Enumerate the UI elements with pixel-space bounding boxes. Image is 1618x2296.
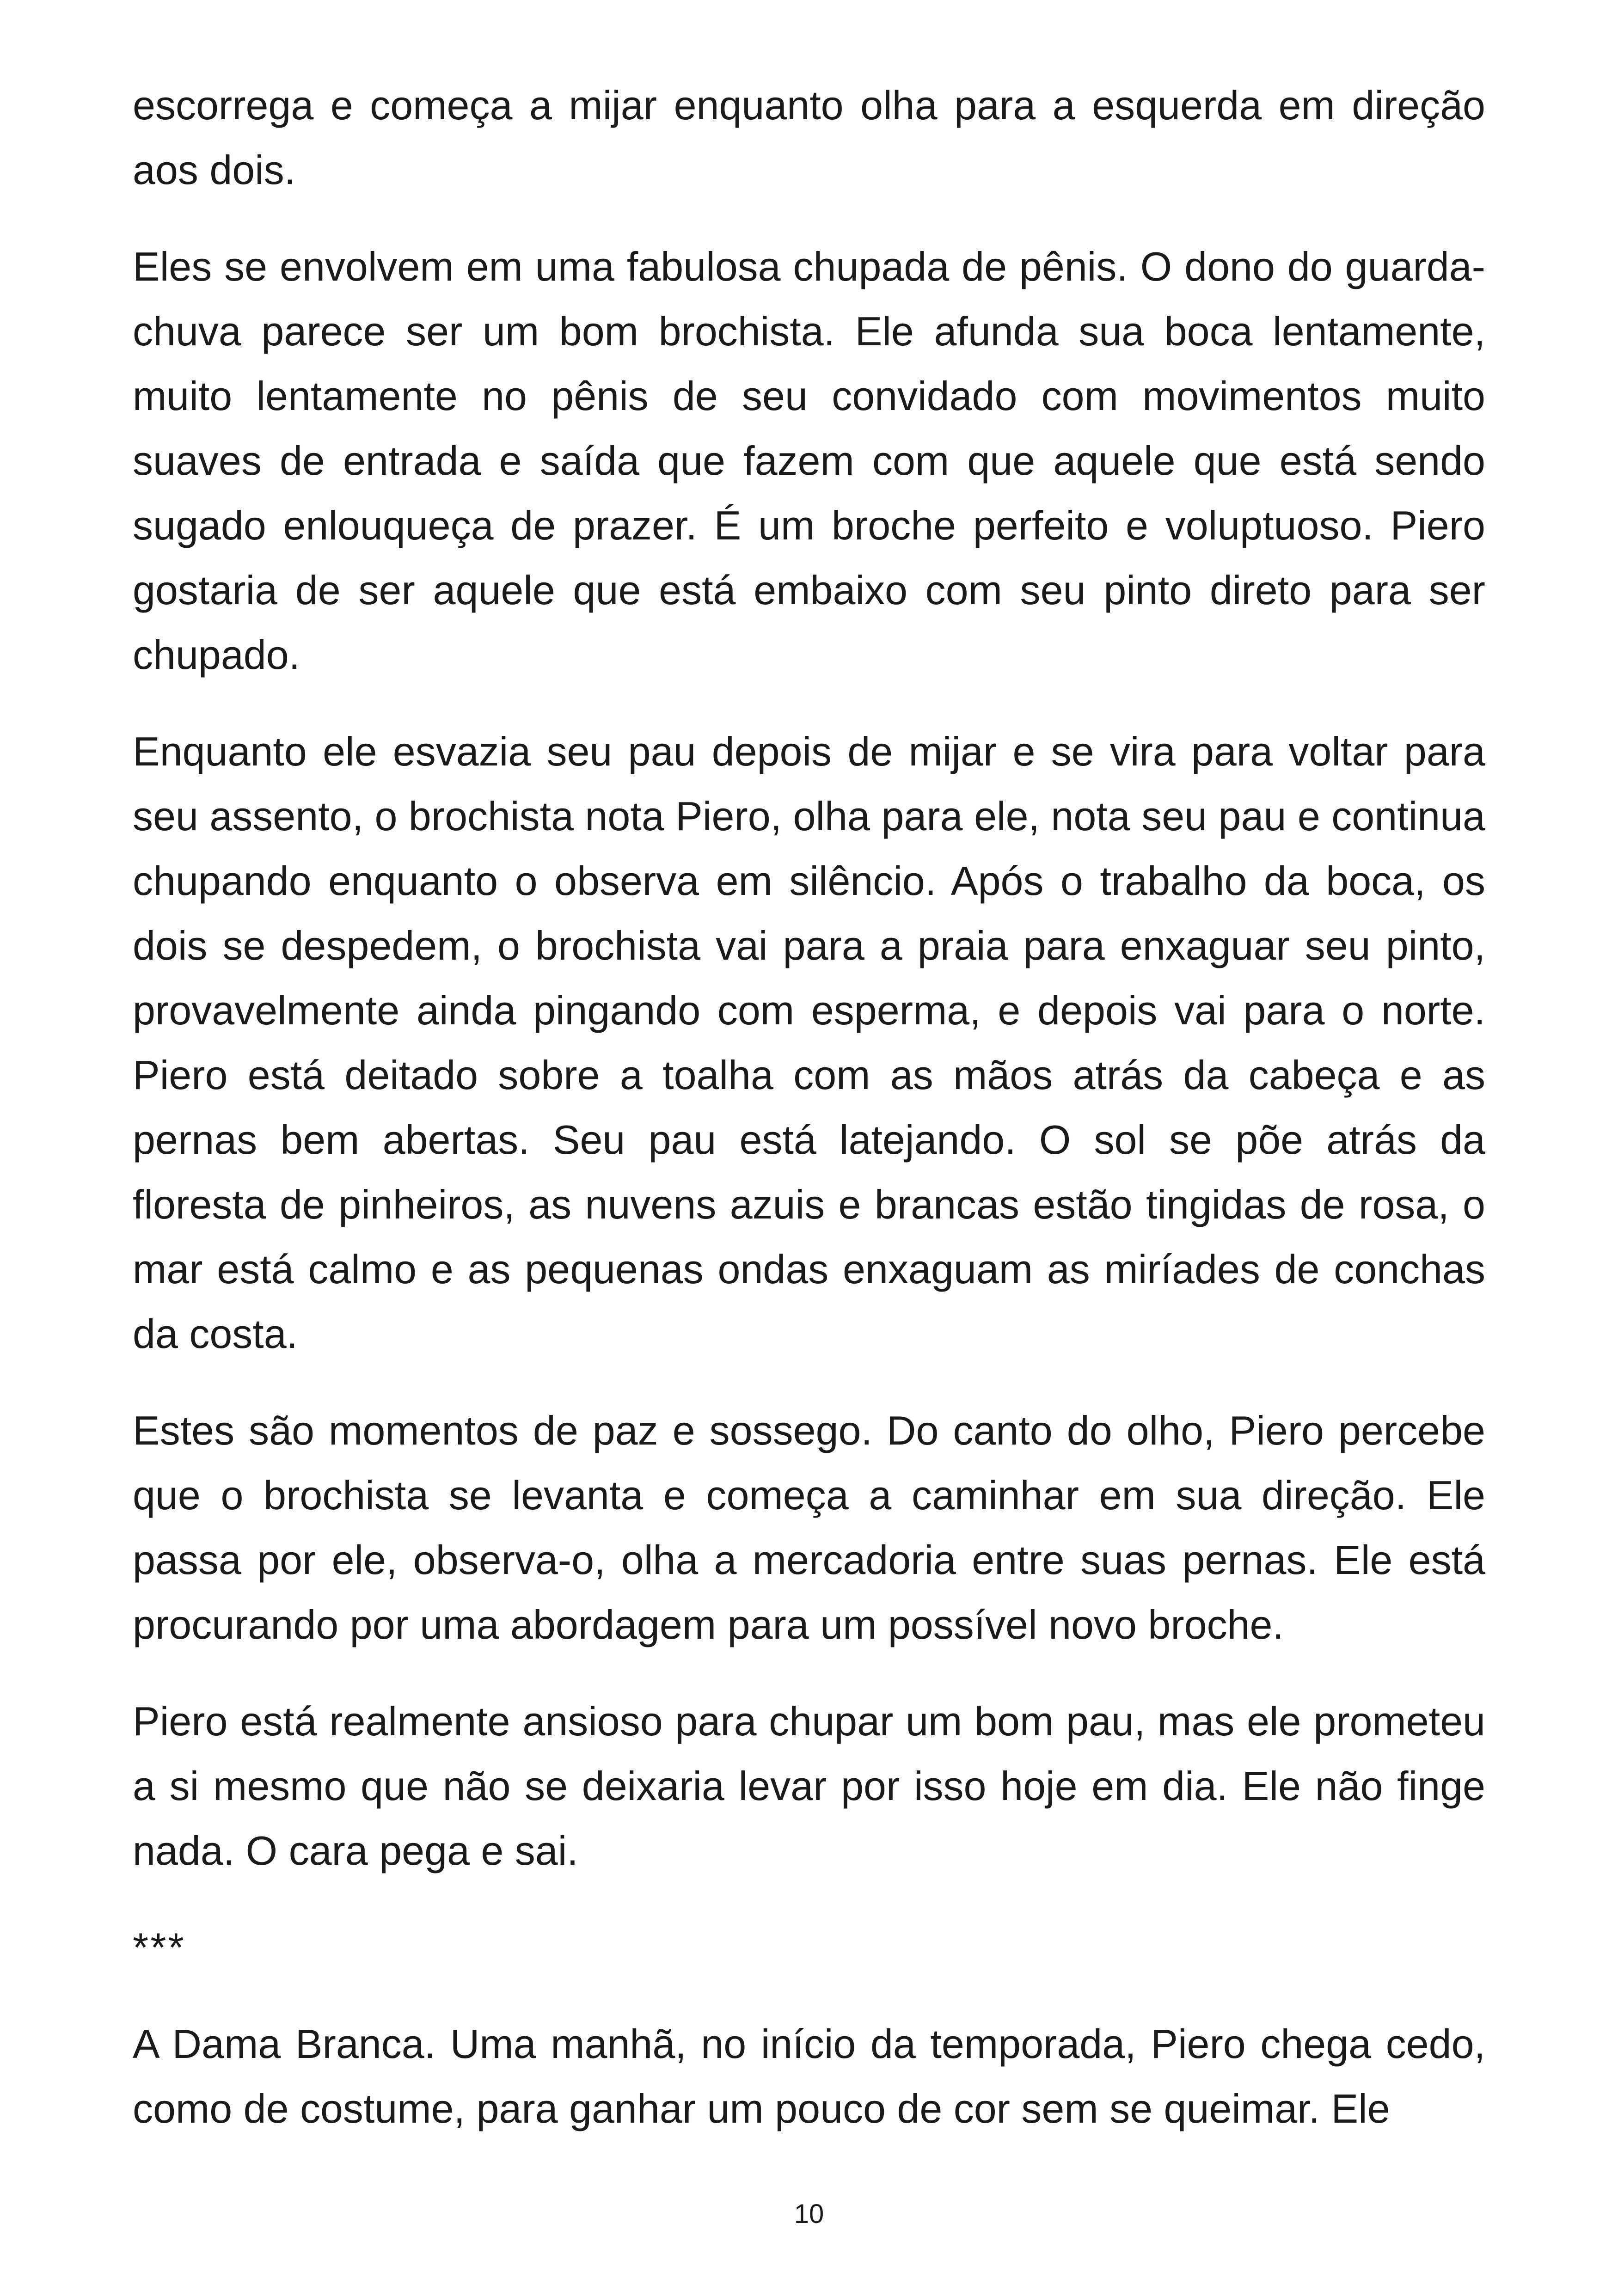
- paragraph-5: Piero está realmente ansioso para chupar um bom pau, mas ele prometeu a si mesmo que não se deixaria levar por isso hoje em dia. Ele não finge nada. O cara pega e sai.: [133, 1698, 1485, 1874]
- paragraph-2: Eles se envolvem em uma fabulosa chupada de pênis. O dono do guarda-chuva parece ser um bom brochista. Ele afunda sua boca lentamente, muito lentamente no pênis de seu convidado com movimentos muito suaves de entrada e saída que fazem com que aquele que está sendo sugado enlouqueça de prazer. É um broche perfeito e voluptuoso. Piero gostaria de ser aquele que está embaixo com seu pinto direto para ser chupado.: [133, 244, 1485, 678]
- body-text: [133, 73, 1485, 2141]
- paragraph-3: Enquanto ele esvazia seu pau depois de mijar e se vira para voltar para seu assento, o brochista nota Piero, olha para ele, nota seu pau e continua chupando enquanto o observa em silêncio. Após o trabalho da boca, os dois se despedem, o brochista vai para a praia para enxaguar seu pinto, provavelmente ainda pingando com esperma, e depois vai para o norte. Piero está deitado sobre a toalha com as mãos atrás da cabeça e as pernas bem abertas. Seu pau está latejando. O sol se põe atrás da floresta de pinheiros, as nuvens azuis e brancas estão tingidas de rosa, o mar está calmo e as pequenas ondas enxaguam as miríades de conchas da costa.: [133, 729, 1485, 1357]
- page-number: 10: [794, 2199, 824, 2229]
- paragraph-6: A Dama Branca. Uma manhã, no início da temporada, Piero chega cedo, como de costume, para ganhar um pouco de cor sem se queimar. Ele: [133, 2021, 1485, 2131]
- paragraph-1: escorrega e começa a mijar enquanto olha para a esquerda em direção aos dois.: [133, 82, 1485, 193]
- paragraph-4: Estes são momentos de paz e sossego. Do canto do olho, Piero percebe que o brochista se levanta e começa a caminhar em sua direção. Ele passa por ele, observa-o, olha a mercadoria entre suas pernas. Ele está procurando por uma abordagem para um possível novo broche.: [133, 1408, 1485, 1647]
- section-separator: ***: [133, 1924, 186, 1970]
